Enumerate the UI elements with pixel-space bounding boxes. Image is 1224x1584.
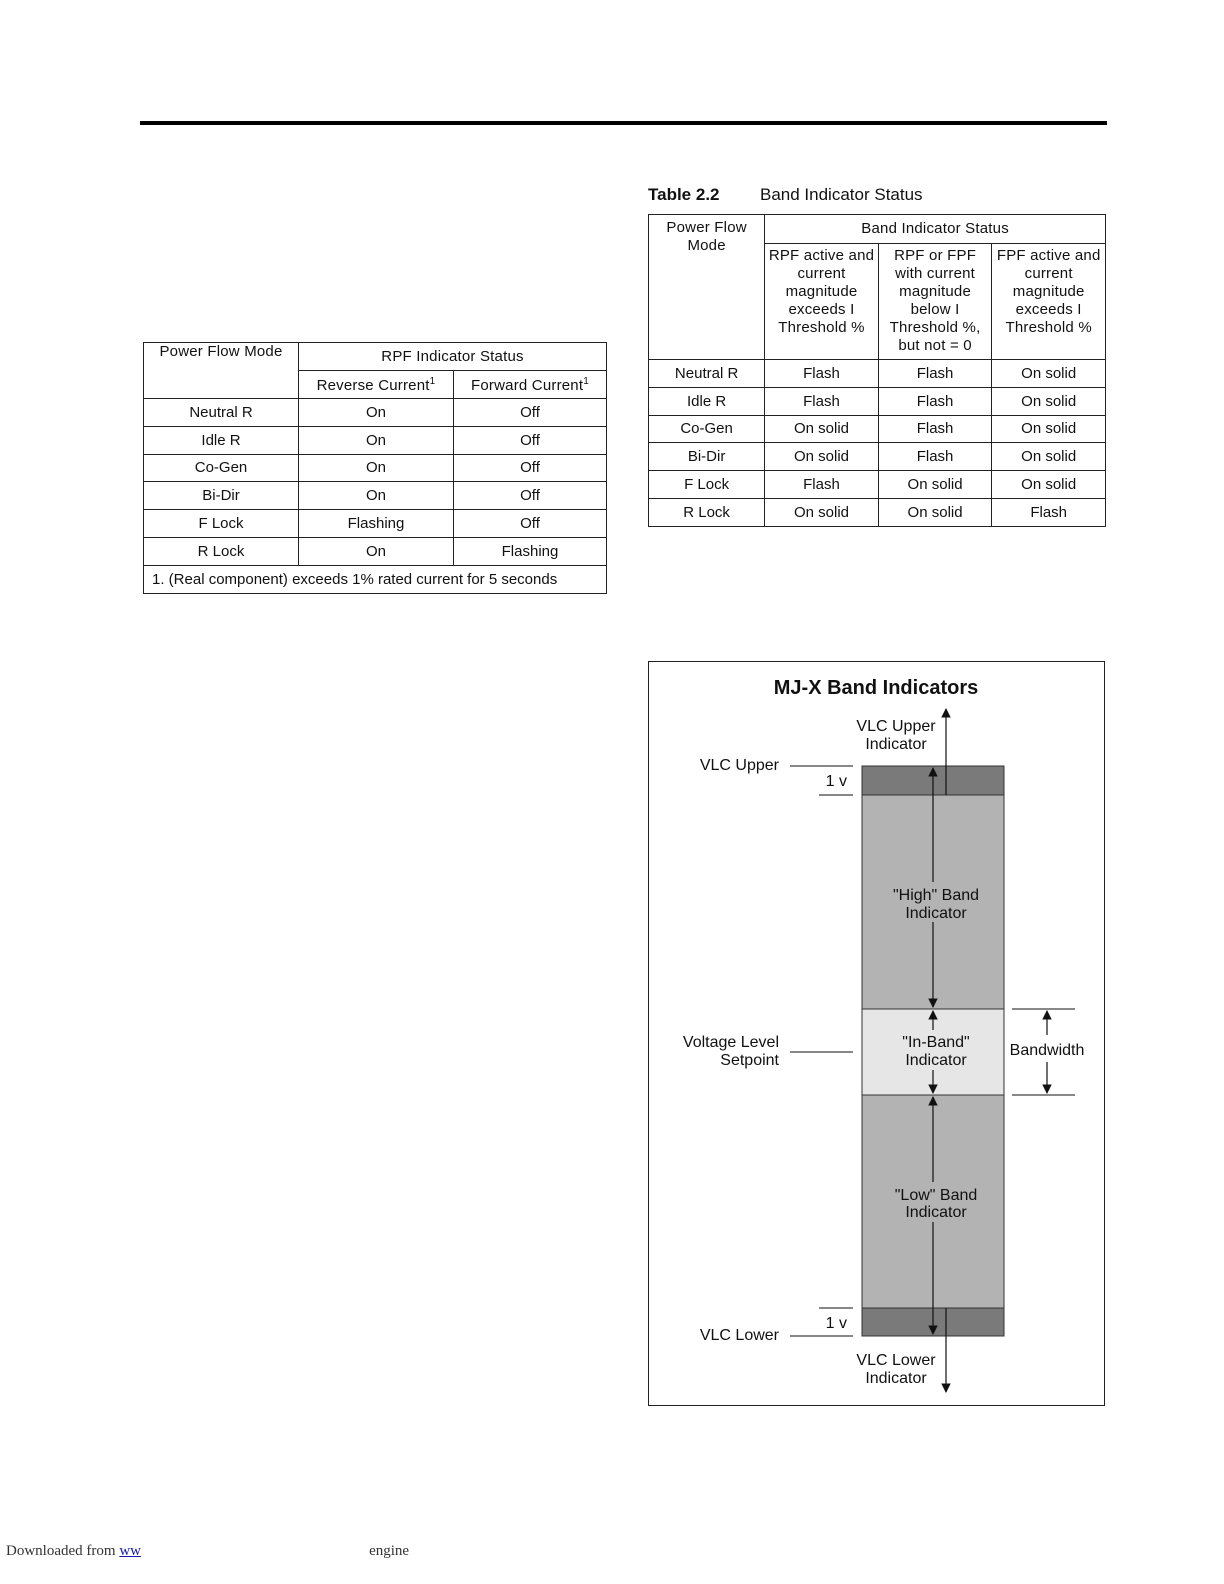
in-band-label: "In-Band"	[902, 1034, 970, 1051]
cell-reverse: On	[299, 426, 454, 454]
table-row	[144, 537, 607, 565]
cell-mid: Flash	[878, 415, 992, 443]
one-volt-bottom-label: 1 v	[825, 1315, 847, 1332]
cell-mode: Idle R	[649, 387, 765, 415]
cell-rpf: Flash	[765, 387, 879, 415]
cell-forward: Off	[454, 482, 607, 510]
cell-fpf: On solid	[992, 471, 1106, 499]
header-power-flow-mode: Power Flow Mode	[649, 215, 765, 360]
cell-forward: Off	[454, 426, 607, 454]
cell-mode: Bi-Dir	[144, 482, 299, 510]
cell-mode: R Lock	[649, 498, 765, 526]
cell-rpf: Flash	[765, 360, 879, 388]
cell-forward: Flashing	[454, 537, 607, 565]
table-row	[649, 387, 1106, 415]
header-forward-current: Forward Current$^1$	[454, 371, 607, 399]
cell-mid: Flash	[878, 443, 992, 471]
cell-mode: F Lock	[649, 471, 765, 499]
table-title: Band Indicator Status	[760, 185, 923, 204]
table-number: Table 2.2	[648, 185, 720, 204]
cell-reverse: Flashing	[299, 510, 454, 538]
header-power-flow-mode: Power Flow Mode	[144, 343, 299, 399]
figure-title: MJ-X Band Indicators	[773, 677, 979, 699]
bandwidth-label: Bandwidth	[1009, 1042, 1085, 1059]
cell-mid: On solid	[878, 471, 992, 499]
footer-prefix: Downloaded from	[6, 1543, 116, 1559]
download-footer	[6, 1543, 409, 1560]
cell-mode: F Lock	[144, 510, 299, 538]
cell-reverse: On	[299, 537, 454, 565]
cell-mode: Neutral R	[144, 399, 299, 427]
table-row	[649, 415, 1106, 443]
table-row	[144, 510, 607, 538]
table-footnote: 1. (Real component) exceeds 1% rated current for 5 seconds	[144, 565, 607, 593]
in-band-label-2: Indicator	[905, 1052, 967, 1069]
high-band-label-2: Indicator	[905, 905, 967, 922]
cell-mode: Co-Gen	[144, 454, 299, 482]
top-rule	[140, 121, 1107, 125]
cell-mode: Co-Gen	[649, 415, 765, 443]
setpoint-label: Voltage Level	[682, 1034, 779, 1051]
vlc-upper-indicator-label-2: Indicator	[865, 736, 927, 753]
table-row	[144, 426, 607, 454]
footer-suffix: engine	[369, 1543, 410, 1559]
table-row	[649, 360, 1106, 388]
one-volt-top-label: 1 v	[825, 773, 847, 790]
header-rpf-active: RPF active and current magnitude exceeds I Threshold %	[765, 244, 879, 360]
cell-rpf: On solid	[765, 415, 879, 443]
table-row	[144, 454, 607, 482]
vlc-lower-label: VLC Lower	[699, 1327, 779, 1344]
cell-forward: Off	[454, 510, 607, 538]
cell-forward: Off	[454, 399, 607, 427]
cell-fpf: On solid	[992, 443, 1106, 471]
rpf-indicator-table	[143, 342, 607, 594]
cell-mid: Flash	[878, 387, 992, 415]
cell-rpf: On solid	[765, 443, 879, 471]
header-rpf-indicator-status: RPF Indicator Status	[299, 343, 607, 371]
table-row	[649, 498, 1106, 526]
table-row	[649, 443, 1106, 471]
footer-link[interactable]: ww	[119, 1543, 141, 1559]
table-row	[144, 482, 607, 510]
vlc-upper-label: VLC Upper	[699, 757, 779, 774]
header-band-indicator-status: Band Indicator Status	[765, 215, 1106, 244]
cell-mid: Flash	[878, 360, 992, 388]
cell-reverse: On	[299, 399, 454, 427]
cell-mode: R Lock	[144, 537, 299, 565]
cell-fpf: Flash	[992, 498, 1106, 526]
band-indicators-figure	[648, 661, 1105, 1406]
low-band-label: "Low" Band	[894, 1187, 978, 1204]
cell-fpf: On solid	[992, 415, 1106, 443]
cell-mid: On solid	[878, 498, 992, 526]
cell-mode: Idle R	[144, 426, 299, 454]
cell-reverse: On	[299, 482, 454, 510]
band-indicators-diagram	[649, 662, 1106, 1407]
cell-fpf: On solid	[992, 387, 1106, 415]
band-indicator-table	[648, 214, 1106, 527]
cell-mode: Neutral R	[649, 360, 765, 388]
vlc-upper-indicator-label: VLC Upper	[856, 718, 936, 735]
cell-mode: Bi-Dir	[649, 443, 765, 471]
cell-rpf: Flash	[765, 471, 879, 499]
header-fpf-active: FPF active and current magnitude exceeds I Threshold %	[992, 244, 1106, 360]
cell-forward: Off	[454, 454, 607, 482]
low-band-label-2: Indicator	[905, 1204, 967, 1221]
header-reverse-current: Reverse Current$^1$	[299, 371, 454, 399]
table-caption	[648, 185, 923, 205]
vlc-lower-indicator-label: VLC Lower	[856, 1352, 936, 1369]
setpoint-label-2: Setpoint	[720, 1052, 779, 1069]
table-row	[649, 471, 1106, 499]
table-row	[144, 399, 607, 427]
cell-fpf: On solid	[992, 360, 1106, 388]
cell-reverse: On	[299, 454, 454, 482]
header-below-threshold: RPF or FPF with current magnitude below I Threshold %, but not = 0	[878, 244, 992, 360]
table-footnote-row	[144, 565, 607, 593]
cell-rpf: On solid	[765, 498, 879, 526]
vlc-lower-indicator-label-2: Indicator	[865, 1370, 927, 1387]
high-band-label: "High" Band	[892, 887, 980, 904]
